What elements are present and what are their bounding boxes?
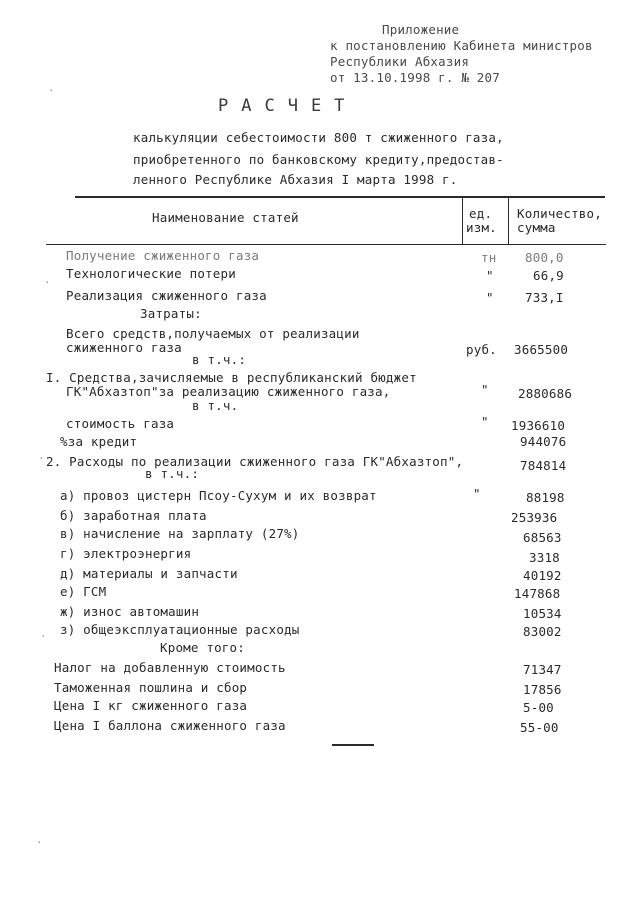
row-name: в т.ч.: [192,352,247,367]
row-name: Таможенная пошлина и сбор [54,680,248,695]
row-value: 800,0 [525,250,564,265]
subtitle-line-2: приобретенного по банковскому кредиту,предостав- [133,152,504,167]
column-divider-qty [508,198,509,244]
row-value: 71347 [523,662,562,677]
table-top-rule [75,196,605,198]
column-divider-unit [462,198,463,244]
row-name: Цена I кг сжиженного газа [54,698,248,713]
row-value: 733,I [525,290,564,305]
closing-rule [332,744,374,746]
row-value: 253936 [511,510,558,525]
row-unit: " [481,382,489,397]
scan-speck: · [40,630,47,643]
row-unit: " [486,290,494,305]
column-header-unit-2: изм. [466,220,497,235]
row-value: 944076 [520,434,567,449]
row-unit: " [473,486,481,501]
row-name: Цена I баллона сжиженного газа [54,718,286,733]
header-date-number: от 13.10.1998 г. № 207 [330,70,500,85]
column-header-qty-2: сумма [517,220,556,235]
scan-speck: · [48,84,55,97]
row-value: 68563 [523,530,562,545]
row-value: 147868 [514,586,561,601]
column-header-unit-1: ед. [469,206,493,221]
row-name: сжиженного газа [66,340,182,355]
row-value: 40192 [523,568,562,583]
header-republic: Республики Абхазия [330,54,470,69]
subtitle-line-1: калькуляции себестоимости 800 т сжиженного газа, [133,130,504,145]
row-name: Технологические потери [66,266,236,281]
row-value: 1936610 [511,418,566,433]
row-name: Всего средств,получаемых от реализации [66,326,360,341]
row-name: I. Средства,зачисляемые в республиканский бюджет [46,370,417,385]
row-value: 88198 [526,490,565,505]
row-name: в т.ч.: [145,466,200,481]
row-name: в) начисление на зарплату (27%) [60,526,300,541]
scan-speck: · [44,276,51,289]
row-value: 5-00 [523,700,554,715]
row-name: г) электроэнергия [60,546,192,561]
document-title: РАСЧЕТ [218,96,358,116]
row-value: 66,9 [533,268,564,283]
row-name: Кроме того: [160,640,245,655]
row-name: ж) износ автомашин [60,604,200,619]
row-name: д) материалы и запчасти [60,566,238,581]
row-name: Реализация сжиженного газа [66,288,267,303]
row-value: 784814 [520,458,567,473]
row-name: стоимость газа [66,416,175,431]
row-unit: тн [481,250,497,265]
row-value: 55-00 [520,720,559,735]
row-value: 3318 [529,550,560,565]
scan-speck: · [36,836,43,849]
row-name: 2. Расходы по реализации сжиженного газа ГК"Абхазтоп", [46,454,464,469]
row-name: а) провоз цистерн Псоу-Сухум и их возврат [60,488,377,503]
row-value: 83002 [523,624,562,639]
row-name: в т.ч. [192,398,239,413]
header-decree: к постановлению Кабинета министров [330,38,593,53]
row-name: б) заработная плата [60,508,207,523]
row-unit: " [486,268,494,283]
scan-speck: · [38,452,45,465]
row-unit: " [481,414,489,429]
row-value: 17856 [523,682,562,697]
row-name: Получение сжиженного газа [66,248,260,263]
row-name: Затраты: [140,306,202,321]
row-value: 10534 [523,606,562,621]
column-header-name: Наименование статей [152,210,299,225]
row-name: е) ГСМ [60,584,107,599]
subtitle-line-3: ленного Республике Абхазия I марта 1998 г. [133,172,458,187]
row-name: з) общеэксплуатационные расходы [60,622,300,637]
row-value: 3665500 [514,342,569,357]
row-name: ГК"Абхазтоп"за реализацию сжиженного газа, [66,384,391,399]
row-value: 2880686 [518,386,573,401]
row-name: %за кредит [60,434,138,449]
row-name: Налог на добавленную стоимость [54,660,286,675]
column-header-qty-1: Количество, [517,206,602,221]
table-header-rule [46,244,606,245]
header-appendix: Приложение [382,22,460,37]
row-unit: руб. [466,342,497,357]
